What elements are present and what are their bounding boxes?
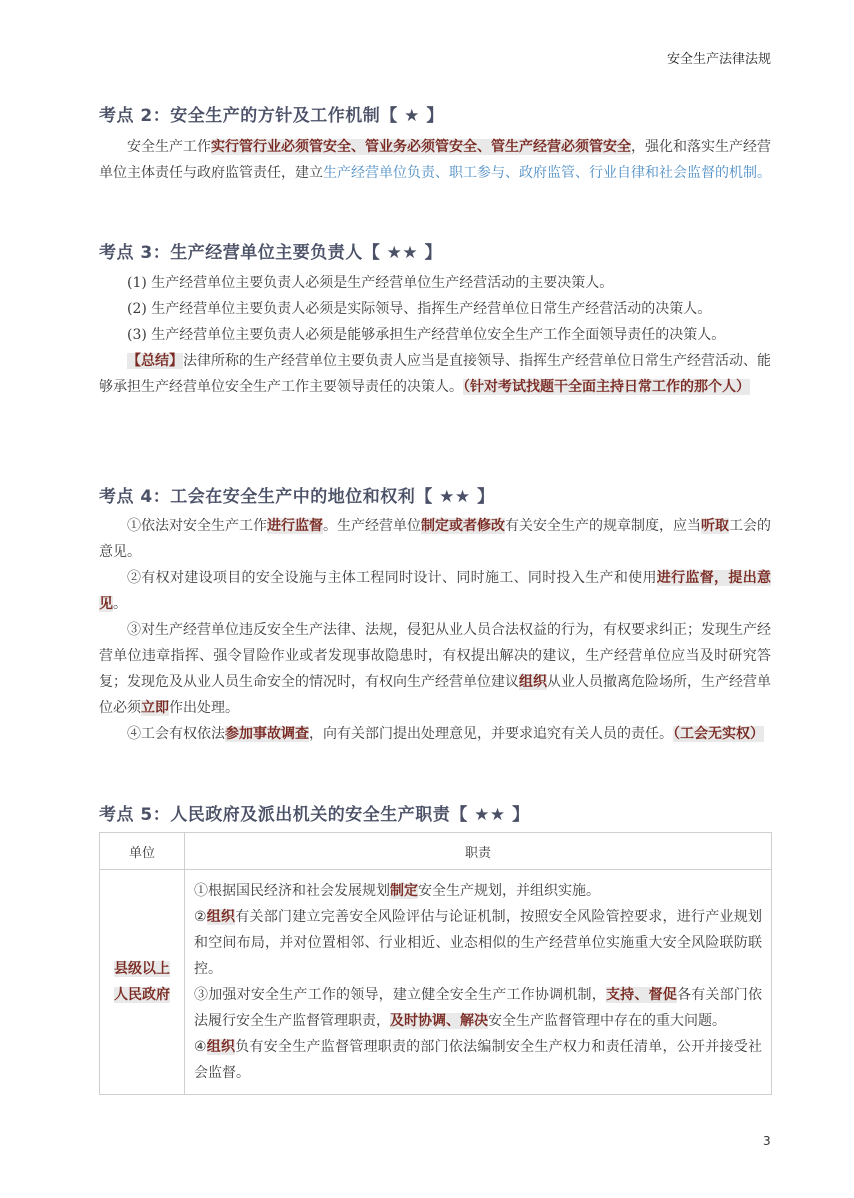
highlight: 及时协调、解决 [390,1013,488,1029]
paragraph [99,721,771,747]
list-item: (3) 生产经营单位主要负责人必须是能够承担生产经营单位安全生产工作全面领导责任的决策人。 [127,327,726,343]
text: 负有安全生产监督管理职责的部门依法编制安全生产权力和责任清单，公开并接受社会监督。 [194,1039,762,1081]
table-header-row [100,833,772,870]
page-number: 3 [763,1134,771,1148]
section-title-2: 考点 2：安全生产的方针及工作机制【 ★ 】 [99,106,444,126]
duty-item [194,878,762,904]
section-3-body [99,270,771,400]
highlight: 组织 [206,1039,236,1055]
column-header-duty: 职责 [185,833,772,870]
text: 有关部门建立完善安全风险评估与论证机制，按照安全风险管控要求，进行产业规划和空间布局，并对位置相邻、行业相近、业态相似的生产经营单位实施重大安全风险联防联控。 [194,909,762,977]
text: ② [194,909,207,925]
section-4-body [99,513,771,747]
highlight: 实行管行业必须管安全、管业务必须管安全、管生产经营必须管安全 [211,139,631,155]
highlight: 制定或者修改 [421,518,505,534]
unit-label: 人民政府 [114,987,170,1003]
text: ③加强对安全生产工作的领导，建立健全安全生产工作协调机制， [194,987,606,1003]
paragraph [99,513,771,565]
paragraph [99,565,771,617]
text: ③对生产经营单位违反安全生产法律、法规，侵犯从业人员合法权益的行为，有权要求纠正；发现生产经营单位违章指挥、强令冒险作业或者发现事故隐患时，有权提出解决的建议，生产经营单位应当及时研究答复；发现危及从业人员生命安全的情况时，有权向生产经营单位建议 [99,622,771,690]
highlight: 立即 [141,700,169,716]
highlight: 进行监督 [267,518,323,534]
text: 安全生产规划，并组织实施。 [418,883,600,899]
duty-item [194,904,762,982]
list-item: (1) 生产经营单位主要负责人必须是生产经营单位生产经营活动的主要决策人。 [127,275,614,291]
text: 工会的意见。 [99,518,771,560]
unit-cell [100,870,185,1095]
highlight: 参加事故调查 [225,726,309,742]
running-header: 安全生产法律法规 [666,52,771,67]
text: 。生产经营单位 [323,518,421,534]
text: ①依法对安全生产工作 [127,518,267,534]
text: ④工会有权依法 [127,726,225,742]
text: 安全生产工作 [127,139,211,155]
text: 安全生产监督管理中存在的重大问题。 [488,1013,726,1029]
text: 作出处理。 [169,700,239,716]
column-header-unit: 单位 [100,833,185,870]
text: 有关安全生产的规章制度，应当 [505,518,701,534]
highlight: 支持、督促 [605,987,677,1003]
duty-item [194,982,762,1034]
section-title-5: 考点 5：人民政府及派出机关的安全生产职责【 ★★ 】 [99,805,530,825]
unit-label: 县级以上 [114,961,170,977]
text: ，向有关部门提出处理意见，并要求追究有关人员的责任。 [309,726,673,742]
text: ，强化和落实生产经营单位主体责任与政府监管责任，建立 [99,139,771,181]
summary-tag: 【总结】 [127,353,183,369]
text: ①根据国民经济和社会发展规划 [194,883,390,899]
text: ④ [194,1039,207,1055]
table-row [100,870,772,1095]
highlight-note: （工会无实权） [673,726,764,742]
text: ②有权对建设项目的安全设施与主体工程同时设计、同时施工、同时投入生产和使用 [127,570,657,586]
summary-paragraph [99,348,771,400]
highlight: 进行监督，提出意见 [99,570,772,612]
blue-text: 生产经营单位负责、职工参与、政府监管、行业自律和社会监督的机制。 [323,165,771,181]
section-2-paragraph [99,134,771,186]
highlight: 组织 [206,909,236,925]
text: 各有关部门依法履行安全生产监督管理职责， [194,987,763,1029]
text: 法律所称的生产经营单位主要负责人应当是直接领导、指挥生产经营单位日常生产经营活动、能够承担生产经营单位安全生产工作主要领导责任的决策人。 [99,353,771,395]
duty-table [99,832,772,1095]
highlight: 组织 [519,674,547,690]
section-title-4: 考点 4：工会在安全生产中的地位和权利【 ★★ 】 [99,487,495,507]
text: 。 [113,596,127,612]
highlight-note: （针对考试找题干全面主持日常工作的那个人） [463,379,750,395]
duty-cell [185,870,772,1095]
section-title-3: 考点 3：生产经营单位主要负责人【 ★★ 】 [99,243,443,263]
paragraph [99,617,771,721]
text: 从业人员撤离危险场所，生产经营单位必须 [99,674,771,716]
highlight: 听取 [701,518,729,534]
duty-item [194,1034,762,1086]
highlight: 制定 [390,883,418,899]
list-item: (2) 生产经营单位主要负责人必须是实际领导、指挥生产经营单位日常生产经营活动的决策人。 [127,301,712,317]
